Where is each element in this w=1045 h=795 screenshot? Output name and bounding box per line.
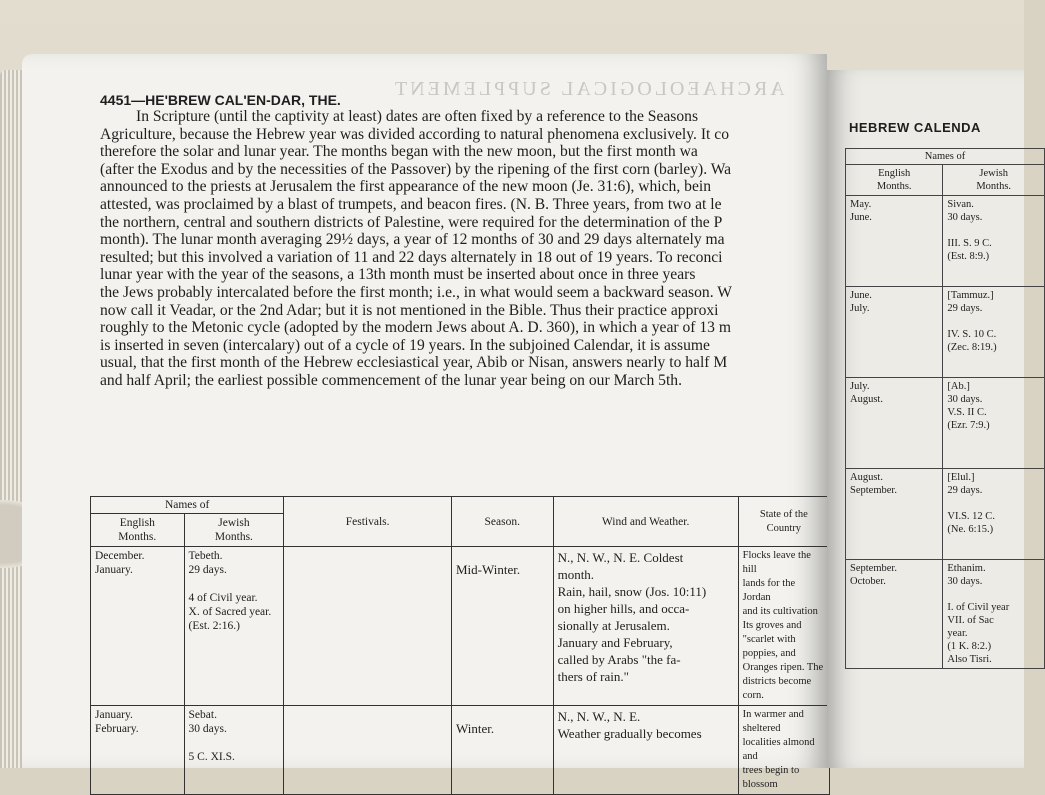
cell-jewish-month: Tebeth. 29 days. 4 of Civil year. X. of Sacred year. (Est. 2:16.) (184, 547, 284, 706)
paragraph-line: month). The lunar month averaging 29½ days, a year of 12 months of 30 and 29 days alternately ma (100, 231, 725, 249)
cell-season: Winter. (451, 706, 553, 795)
paragraph-line: In Scripture (until the captivity at least) dates are often fixed by a reference to the Seasons (136, 108, 699, 125)
cell-season: Mid-Winter. (451, 547, 553, 706)
cell-jewish-month: [Tammuz.] 29 days. IV. S. 10 C. (Zec. 8:19.) (943, 287, 1045, 378)
header-festivals: Festivals. (284, 497, 452, 547)
paragraph-line: usual, that the first month of the Hebrew ecclesiastical year, Abib or Nisan, answers nearly to half M (100, 354, 728, 372)
header-names-of: Names of (91, 497, 284, 514)
cell-festivals (284, 547, 452, 706)
right-page (827, 70, 1024, 768)
table-header-row (846, 149, 1045, 165)
table-subheader-row (846, 165, 1045, 196)
bleed-through-header: ARCHAEOLOGICAL SUPPLEMENT (392, 78, 785, 100)
header-season: Season. (451, 497, 553, 547)
paragraph-line: roughly to the Metonic cycle (adopted by the modern Jews about A. D. 360), in which a year of 13 m (100, 319, 731, 337)
table-header-row (91, 497, 830, 514)
cell-english-month: December. January. (91, 547, 185, 706)
paragraph-line: attested, was proclaimed by a blast of trumpets, and beacon fires. (N. B. Three years, from two at le (100, 195, 722, 213)
cell-festivals (284, 706, 452, 795)
entry-title: 4451—HE'BREW CAL'EN-DAR, THE. (100, 92, 341, 108)
cell-wind-weather: N., N. W., N. E. Coldest month. Rain, hail, snow (Jos. 10:11) on higher hills, and occa- sionally at Jerusalem. January and February, called by Arabs "the fa- thers of rain." (553, 547, 738, 706)
header-names-of: Names of (846, 149, 1045, 165)
header-jewish-months: Jewish Months. (943, 165, 1045, 196)
header-english-months: English Months. (91, 514, 185, 547)
table-row (846, 287, 1045, 378)
paragraph-line: and half April; the earliest possible commencement of the lunar year being on our March 5th. (100, 371, 682, 389)
cell-english-month: January. February. (91, 706, 185, 795)
cell-jewish-month: [Ab.] 30 days. V.S. II C. (Ezr. 7:9.) (943, 378, 1045, 469)
table-row (846, 378, 1045, 469)
cell-english-month: May. June. (846, 196, 943, 287)
header-wind-weather: Wind and Weather. (553, 497, 738, 547)
paragraph-line: announced to the priests at Jerusalem the first appearance of the new moon (Je. 31:6), which, bein (100, 178, 711, 196)
paragraph-line: resulted; but this involved a variation of 11 and 22 days alternately in 18 out of 19 years. To reconci (100, 248, 723, 266)
paragraph-line: now call it Veadar, or the 2nd Adar; but it is not mentioned in the Bible. Thus their practice approxi (100, 301, 719, 319)
table-row (846, 196, 1045, 287)
table-row (846, 469, 1045, 560)
entry-paragraph (100, 108, 820, 390)
book-page-edges (0, 70, 24, 768)
calendar-table (90, 496, 830, 795)
cell-jewish-month: [Elul.] 29 days. VI.S. 12 C. (Ne. 6:15.) (943, 469, 1045, 560)
table-row (91, 547, 830, 706)
paragraph-line: therefore the solar and lunar year. The months began with the new moon, but the first month wa (100, 143, 698, 161)
cell-english-month: June. July. (846, 287, 943, 378)
cell-jewish-month: Sebat. 30 days. 5 C. XI.S. (184, 706, 284, 795)
cell-english-month: September. October. (846, 560, 943, 669)
cell-state-country: Flocks leave the hill lands for the Jordan and its cultivation Its groves and "scarlet with poppies, and Oranges ripen. The districts become corn. (738, 547, 829, 706)
table-row (91, 706, 830, 795)
paragraph-line: lunar year with the year of the seasons, a 13th month must be inserted about once in three years (100, 266, 696, 284)
cell-jewish-month: Sivan. 30 days. III. S. 9 C. (Est. 8:9.) (943, 196, 1045, 287)
paragraph-line: the Jews probably intercalated before the first month; i.e., in what would seem a backward season. W (100, 283, 732, 301)
paragraph-line: (after the Exodus and by the necessities of the Passover) by the ripening of the first corn (barley). Wa (100, 160, 732, 178)
paragraph-line: the northern, central and southern districts of Palestine, were required for the determination of the P (100, 213, 723, 231)
right-page-title: HEBREW CALENDA (849, 120, 981, 135)
table-row (846, 560, 1045, 669)
encyclopedia-entry (100, 92, 820, 390)
header-english-months: English Months. (846, 165, 943, 196)
cell-jewish-month: Ethanim. 30 days. I. of Civil year VII. of Sac year. (1 K. 8:2.) Also Tisri. (943, 560, 1045, 669)
header-state-country: State of the Country (738, 497, 829, 547)
cell-wind-weather: N., N. W., N. E. Weather gradually becomes (553, 706, 738, 795)
cell-state-country: In warmer and sheltered localities almond and trees begin to blossom (738, 706, 829, 795)
paragraph-line: is inserted in seven (intercalary) out of a cycle of 19 years. In the subjoined Calendar, it is assume (100, 336, 710, 354)
cell-english-month: July. August. (846, 378, 943, 469)
header-jewish-months: Jewish Months. (184, 514, 284, 547)
paragraph-line: Agriculture, because the Hebrew year was divided according to natural phenomena exclusively. It co (100, 125, 729, 143)
cell-english-month: August. September. (846, 469, 943, 560)
left-page (22, 54, 827, 790)
right-calendar-table (845, 148, 1045, 669)
